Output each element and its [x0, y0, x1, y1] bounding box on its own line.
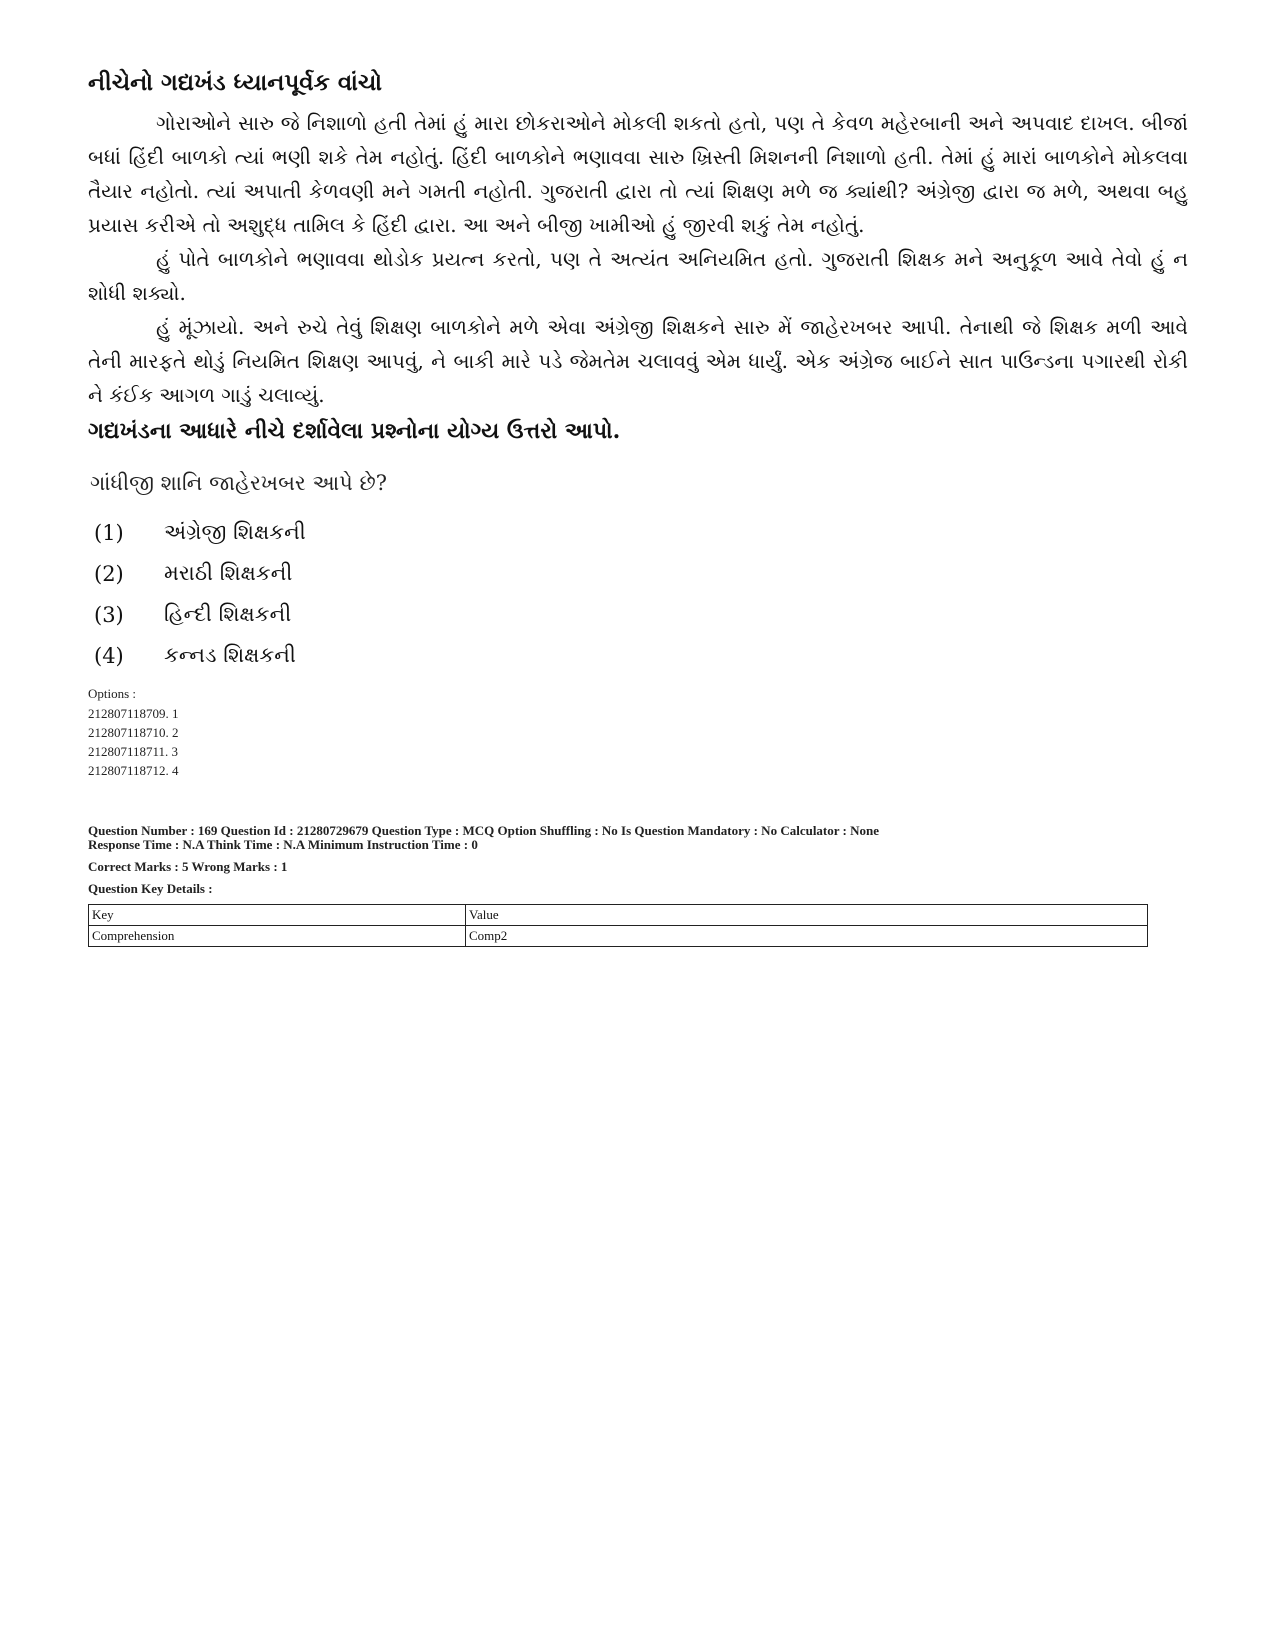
table-header-value: Value — [466, 905, 1148, 926]
option-number: (1) — [94, 520, 124, 545]
answer-options — [88, 512, 1188, 676]
options-label: Options : — [88, 686, 137, 701]
option-id: 212807118712. 4 — [88, 763, 179, 778]
answer-option-2[interactable] — [88, 553, 1188, 594]
question-meta-line-1: Question Number : 169 Question Id : 21280729679 Question Type : MCQ Option Shuffling : No Is Question Mandatory : No Calculator : None — [88, 823, 880, 838]
option-text: મરાઠી શિક્ષકની — [164, 561, 293, 585]
table-header-key: Key — [89, 905, 466, 926]
question-text: ગાંધીજી શાનિ જાહેરખબર આપે છે? — [90, 471, 387, 495]
passage-paragraph-3: હું મૂંઝાયો. અને રુચે તેવું શિક્ષણ બાળકોને મળે એવા અંગ્રેજી શિક્ષકને સારુ મેં જાહેરખબર આપી. તેનાથી જે શિક્ષક મળી આવે તેની મારફતે થોડું નિયમિત શિક્ષણ આપવું, ને બાકી મારે પડે જેમતેમ ચલાવવું એમ ધાર્યું. એક અંગ્રેજ બાઈને સાત પાઉન્ડના પગારથી રોકી ને કંઈક આગળ ગાડું ચલાવ્યું. — [88, 315, 1188, 407]
option-number: (3) — [94, 602, 124, 627]
option-id: 212807118709. 1 — [88, 706, 179, 721]
question-content — [88, 66, 1188, 947]
question-key-table — [88, 904, 1148, 947]
table-cell-key: Comprehension — [89, 926, 466, 947]
option-text: અંગ્રેજી શિક્ષકની — [164, 520, 306, 544]
option-number: (4) — [94, 643, 124, 668]
key-details-label: Question Key Details : — [88, 881, 213, 896]
answer-option-1[interactable] — [88, 512, 1188, 553]
table-cell-value: Comp2 — [466, 926, 1148, 947]
option-id: 212807118711. 3 — [88, 744, 179, 759]
passage-paragraph-2: હું પોતે બાળકોને ભણાવવા થોડોક પ્રયત્ન કરતો, પણ તે અત્યંત અનિયમિત હતો. ગુજરાતી શિક્ષક મને અનુકૂળ આવે તેવો હું ન શોધી શક્યો. — [88, 247, 1188, 305]
table-header-row — [89, 905, 1148, 926]
passage-heading: નીચેનો ગદ્યખંડ ધ્યાનપૂર્વક વાંચો — [88, 69, 382, 96]
marks-info: Correct Marks : 5 Wrong Marks : 1 — [88, 859, 288, 874]
passage-instruction: ગદ્યખંડના આધારે નીચે દર્શાવેલા પ્રશ્નોના યોગ્ય ઉત્તરો આપો. — [88, 418, 621, 444]
answer-option-4[interactable] — [88, 635, 1188, 676]
question-meta-line-2: Response Time : N.A Think Time : N.A Minimum Instruction Time : 0 — [88, 837, 478, 852]
answer-option-3[interactable] — [88, 594, 1188, 635]
option-text: કન્નડ શિક્ષકની — [164, 643, 296, 667]
option-number: (2) — [94, 561, 124, 586]
option-id-list — [88, 704, 1188, 780]
passage-paragraph-1: ગોરાઓને સારુ જે નિશાળો હતી તેમાં હું મારા છોકરાઓને મોકલી શકતો હતો, પણ તે કેવળ મહેરબાની અને અપવાદ દાખલ. બીજાં બધાં હિંદી બાળકો ત્યાં ભણી શકે તેમ નહોતું. હિંદી બાળકોને ભણાવવા સારુ ખ્રિસ્તી મિશનની નિશાળો હતી. તેમાં હું મારાં બાળકોને મોકલવા તૈયાર નહોતો. ત્યાં અપાતી કેળવણી મને ગમતી નહોતી. ગુજરાતી દ્વારા તો ત્યાં શિક્ષણ મળે જ ક્યાંથી? અંગ્રેજી દ્વારા જ મળે, અથવા બહુ પ્રયાસ કરીએ તો અશુદ્ધ તામિલ કે હિંદી દ્વારા. આ અને બીજી ખામીઓ હું જીરવી શકું તેમ નહોતું. — [88, 111, 1188, 237]
question-metadata — [88, 824, 1188, 896]
table-row — [89, 926, 1148, 947]
option-text: હિન્દી શિક્ષકની — [164, 602, 292, 626]
option-id: 212807118710. 2 — [88, 725, 179, 740]
